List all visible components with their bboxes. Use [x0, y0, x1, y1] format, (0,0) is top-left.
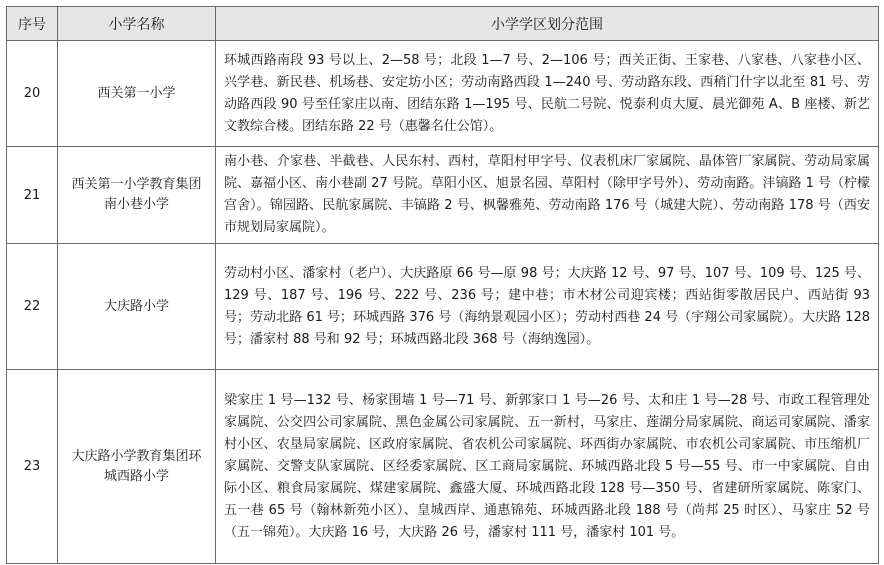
- row-school-name: 大庆路小学教育集团环城西路小学: [58, 370, 216, 564]
- row-school-name: 西关第一小学: [58, 41, 216, 147]
- table-row: [7, 41, 879, 147]
- row-district-range: 环城西路南段 93 号以上、2—58 号；北段 1—7 号、2—106 号；西关正街、王家巷、八家巷、八家巷小区、兴学巷、新民巷、机场巷、安定坊小区；劳动南路西段 1—240 号、劳动路东段、西稍门什字以北至 81 号、劳动路西段 90 号至任家庄以南、团结东路 1—195 号、民航二号院、悦泰利贞大厦、晨光御苑 A、B 座楼、新艺文教综合楼。团结东路 22 号（惠馨名仕公馆）。: [216, 41, 879, 147]
- school-district-table: [6, 6, 879, 564]
- header-school-name: 小学名称: [58, 7, 216, 41]
- table-row: [7, 370, 879, 564]
- row-district-range: 劳动村小区、潘家村（老户）、大庆路原 66 号—原 98 号；大庆路 12 号、97 号、107 号、109 号、125 号、129 号、187 号、196 号、222 号、236 号；建中巷；市木材公司迎宾楼；西站街零散居民户、西站街 93 号；劳动北路 61 号；环城西路 376 号（海纳景观园小区）；劳动村西巷 24 号（宇翔公司家属院）。大庆路 128 号；潘家村 88 号和 92 号；环城西路北段 368 号（海纳逸园）。: [216, 244, 879, 370]
- header-district-range: 小学学区划分范围: [216, 7, 879, 41]
- row-school-name: 西关第一小学教育集团南小巷小学: [58, 147, 216, 244]
- row-index: 21: [7, 147, 58, 244]
- row-index: 23: [7, 370, 58, 564]
- header-index: 序号: [7, 7, 58, 41]
- row-index: 20: [7, 41, 58, 147]
- header-row: [7, 7, 879, 41]
- table-row: [7, 147, 879, 244]
- row-index: 22: [7, 244, 58, 370]
- row-district-range: 南小巷、介家巷、半截巷、人民东村、西村，草阳村甲字号、仪表机床厂家属院、晶体管厂家属院、劳动局家属院、嘉福小区、南小巷副 27 号院。草阳小区、旭景名园、草阳村（除甲字号外）、劳动南路。沣镐路 1 号（柠檬宫舍）。锦园路、民航家属院、丰镐路 2 号、枫馨雅苑、劳动南路 176 号（城建大院）、劳动南路 178 号（西安市规划局家属院）。: [216, 147, 879, 244]
- table-row: [7, 244, 879, 370]
- row-school-name: 大庆路小学: [58, 244, 216, 370]
- row-district-range: 梁家庄 1 号—132 号、杨家围墙 1 号—71 号、新郭家口 1 号—26 号、太和庄 1 号—28 号、市政工程管理处家属院、公交四公司家属院、黑色金属公司家属院、五一新村，马家庄、莲湖分局家属院、商运司家属院、潘家村小区、农垦局家属院、区政府家属院、省农机公司家属院、环西街办家属院、市农机公司家属院、市压缩机厂家属院、交警支队家属院、区经委家属院、区工商局家属院、环城西路北段 5 号—55 号、市一中家属院、自由际小区、粮食局家属院、煤建家属院、鑫盛大厦、环城西路北段 128 号—350 号、省建研所家属院、陈家门、五一巷 65 号（翰林新苑小区）、皇城西岸、通惠锦苑、环城西路北段 188 号（尚邦 25 时区）、马家庄 52 号（五一锦苑）。大庆路 16 号，大庆路 26 号，潘家村 111 号，潘家村 101 号。: [216, 370, 879, 564]
